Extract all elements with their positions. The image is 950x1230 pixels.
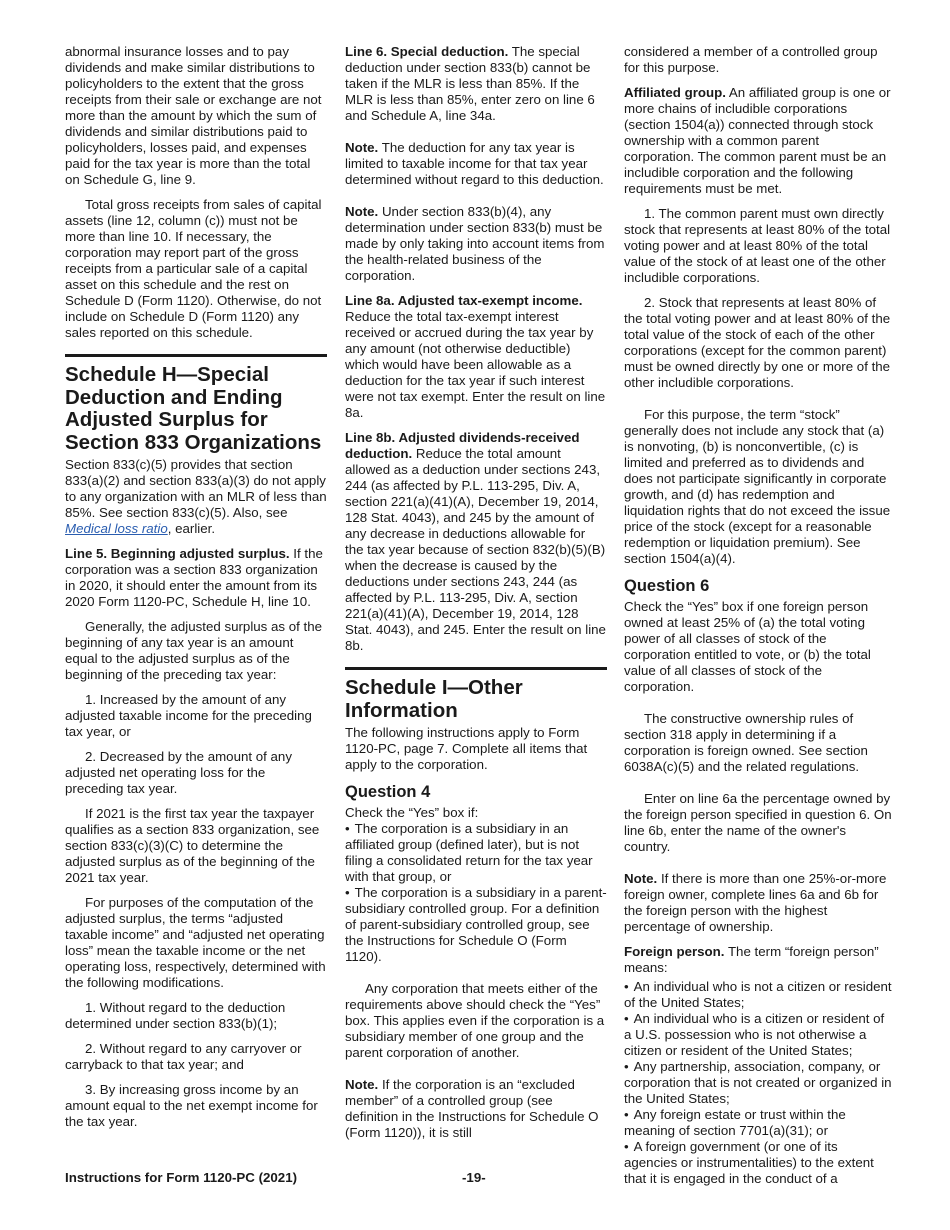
paragraph: For this purpose, the term “stock” generally does not include any stock that (a) is nonvoting, (b) is nonconvertible, (c) is limited and preferred as to dividends and does not participate significantly in corporate growth, and (d) has redemption and liquidation rights that do not exceed the issue price of the stock (except for a reasonable redemption or liquidation premium). See section 1504(a)(4). (624, 407, 891, 566)
line8a-paragraph: Line 8a. Adjusted tax-exempt income. Reduce the total tax-exempt interest received or accrued during the tax year by any amount (not otherwise deductible) which would have been allowable as a deduction for the tax year if such interest were not tax exempt. Enter the result on line 8a. (345, 293, 606, 420)
list-item: 3. By increasing gross income by an amount equal to the net exempt income for the tax year. (65, 1082, 318, 1129)
question-6-heading: Question 6 (624, 577, 710, 595)
bullet-item: • An individual who is a citizen or resident of a U.S. possession who is not otherwise a citizen or resident of the United States; (624, 1011, 892, 1059)
line8a-heading: Line 8a. Adjusted tax-exempt income. (345, 293, 583, 308)
schedule-i-heading: Schedule I—Other Information (345, 676, 523, 722)
line6-heading: Line 6. Special deduction. (345, 44, 509, 59)
bullet-item: • Any foreign estate or trust within the meaning of section 7701(a)(31); or (624, 1107, 892, 1139)
paragraph: Total gross receipts from sales of capital assets (line 12, column (c)) must not be more than line 10. If necessary, the corporation may report part of the gross receipts from a particular sale of a capital asset on this schedule and the rest on Schedule D (Form 1120). Otherwise, do not include on Schedule D (Form 1120) any sales reported on this schedule. (65, 197, 322, 340)
column-middle (345, 44, 607, 1150)
paragraph: considered a member of a controlled group for this purpose. (624, 44, 878, 75)
schedule-h-intro: Section 833(c)(5) provides that section 833(a)(2) and section 833(a)(3) do not apply to any organization with an MLR of less than 85%. See section 833(c)(5). Also, see Medical loss ratio, earlier. (65, 457, 327, 536)
note-paragraph: Note. If there is more than one 25%-or-more foreign owner, complete lines 6a and 6b for the foreign person with the highest percentage of ownership. (624, 871, 887, 934)
list-item: 2. Without regard to any carryover or carryback to that tax year; and (65, 1041, 302, 1072)
paragraph: Enter on line 6a the percentage owned by the foreign person specified in question 6. On line 6b, enter the name of the owner's country. (624, 791, 892, 854)
footer-form-title: Instructions for Form 1120-PC (2021) (65, 1170, 298, 1185)
note-paragraph: Note. The deduction for any tax year is limited to taxable income for that tax year determined without regard to this deduction. (345, 140, 604, 187)
paragraph: abnormal insurance losses and to pay dividends and make similar distributions to policyholders to the extent that the gross receipts from their sale or exchange are not more than the amount by which the sum of dividends and similar distributions paid to policyholders, losses paid, and expenses paid for the tax year is more than the total on Schedule G, line 9. (65, 44, 322, 187)
list-item: 1. Without regard to the deduction determined under section 833(b)(1); (65, 1000, 286, 1031)
paragraph: Generally, the adjusted surplus as of the beginning of any tax year is an amount equal to the adjusted surplus as of the beginning of the preceding tax year: (65, 619, 323, 682)
bullet-item: • An individual who is not a citizen or resident of the United States; (624, 979, 892, 1011)
column-left (65, 44, 327, 1139)
bullet-item: • A foreign government (or one of its agencies or instrumentalities) to the extent that it is engaged in the conduct of a (624, 1139, 892, 1187)
paragraph: Check the “Yes” box if one foreign person owned at least 25% of (a) the total voting power of all classes of stock of the corporation entitled to vote, or (b) the total value of all classes of stock of the corporation. (624, 599, 871, 694)
list-item: 1. The common parent must own directly stock that represents at least 80% of the total voting power and at least 80% of the total value of the stock of at least one of the other includible corporations. (624, 206, 891, 285)
paragraph: For purposes of the computation of the adjusted surplus, the terms “adjusted taxable income” and “adjusted net operating loss” mean the taxable income or the net operating loss, respectively, determined with the following modifications. (65, 895, 326, 990)
schedule-i-intro: The following instructions apply to Form 1120-PC, page 7. Complete all items that apply to the corporation. (345, 725, 588, 772)
section-divider (345, 667, 607, 670)
paragraph: If 2021 is the first tax year the taxpayer qualifies as a section 833 organization, see section 833(c)(3)(C) to determine the adjusted surplus as of the beginning of the 2021 tax year. (65, 806, 320, 885)
foreign-person-heading: Foreign person. (624, 944, 725, 959)
list-item: 2. Decreased by the amount of any adjusted net operating loss for the preceding tax year. (65, 749, 292, 796)
paragraph: Any corporation that meets either of the requirements above should check the “Yes” box. This applies even if the corporation is a subsidiary member of one group and the parent corporation of another. (345, 981, 605, 1060)
line8b-paragraph: Line 8b. Adjusted dividends-received deduction. Reduce the total amount allowed as a deduction under sections 243, 244 (as affected by P.L. 113-295, Div. A, section 221(a)(41)(A), December 19, 2014, 128 Stat. 4043), and 245 by the amount of any decrease in deductions allowable for the tax year because of section 832(b)(5)(B) when the decrease is caused by the deductions under sections 243, 244 (as affected by P.L. 113-295, Div. A, section 221(a)(41)(A), December 19, 2014, 128 Stat. 4043), and 245. Enter the result on line 8b. (345, 430, 606, 653)
column-right (624, 44, 892, 1187)
note-paragraph: Note. If the corporation is an “excluded member” of a controlled group (see definition in the Instructions for Schedule O (Form 1120)), it is still (345, 1077, 599, 1140)
paragraph: The constructive ownership rules of section 318 apply in determining if a corporation is foreign owned. See section 6038A(c)(5) and the related regulations. (624, 711, 868, 774)
medical-loss-ratio-link[interactable]: Medical loss ratio (65, 521, 168, 536)
schedule-h-heading: Schedule H—Special Deduction and Ending Adjusted Surplus for Section 833 Organizations (65, 363, 322, 454)
foreign-person-paragraph: Foreign person. The term “foreign person” means: (624, 944, 879, 975)
paragraph: Check the “Yes” box if: (345, 805, 479, 820)
section-divider (65, 354, 327, 357)
line6-paragraph: Line 6. Special deduction. The special deduction under section 833(b) cannot be taken if the MLR is less than 85%. If the MLR is less than 85%, enter zero on line 6 and Schedule A, line 34a. (345, 44, 595, 123)
line8b-heading: Line 8b. Adjusted dividends-received deduction. (345, 430, 580, 461)
line5-heading: Line 5. Beginning adjusted surplus. (65, 546, 290, 561)
question-4-heading: Question 4 (345, 783, 431, 801)
bullet-item: • The corporation is a subsidiary in an affiliated group (defined later), but is not filing a consolidated return for the tax year with that group, or (345, 821, 607, 885)
bullet-item: • The corporation is a subsidiary in a parent-subsidiary controlled group. For a definition of parent-subsidiary controlled group, see the Instructions for Schedule O (Form 1120). (345, 885, 607, 965)
note-paragraph: Note. Under section 833(b)(4), any determination under section 833(b) must be made by only taking into account items from the health-related business of the corporation. (345, 204, 605, 283)
affiliated-group-paragraph: Affiliated group. An affiliated group is one or more chains of includible corporations (section 1504(a)) connected through stock ownership with a common parent corporation. The common parent must be an includible corporation and the following requirements must be met. (624, 85, 891, 196)
bullet-item: • Any partnership, association, company, or corporation that is not created or organized in the United States; (624, 1059, 892, 1107)
list-item: 1. Increased by the amount of any adjusted taxable income for the preceding tax year, or (65, 692, 312, 739)
affiliated-group-heading: Affiliated group. (624, 85, 726, 100)
page-number: -19- (462, 1170, 486, 1185)
line5-paragraph: Line 5. Beginning adjusted surplus. If the corporation was a section 833 organization in 2020, it should enter the amount from its 2020 Form 1120-PC, Schedule H, line 10. (65, 546, 323, 609)
list-item: 2. Stock that represents at least 80% of the total voting power and at least 80% of the total value of the stock of each of the other corporations (except for the common parent) must be owned directly by one or more of the other includible corporations. (624, 295, 891, 390)
